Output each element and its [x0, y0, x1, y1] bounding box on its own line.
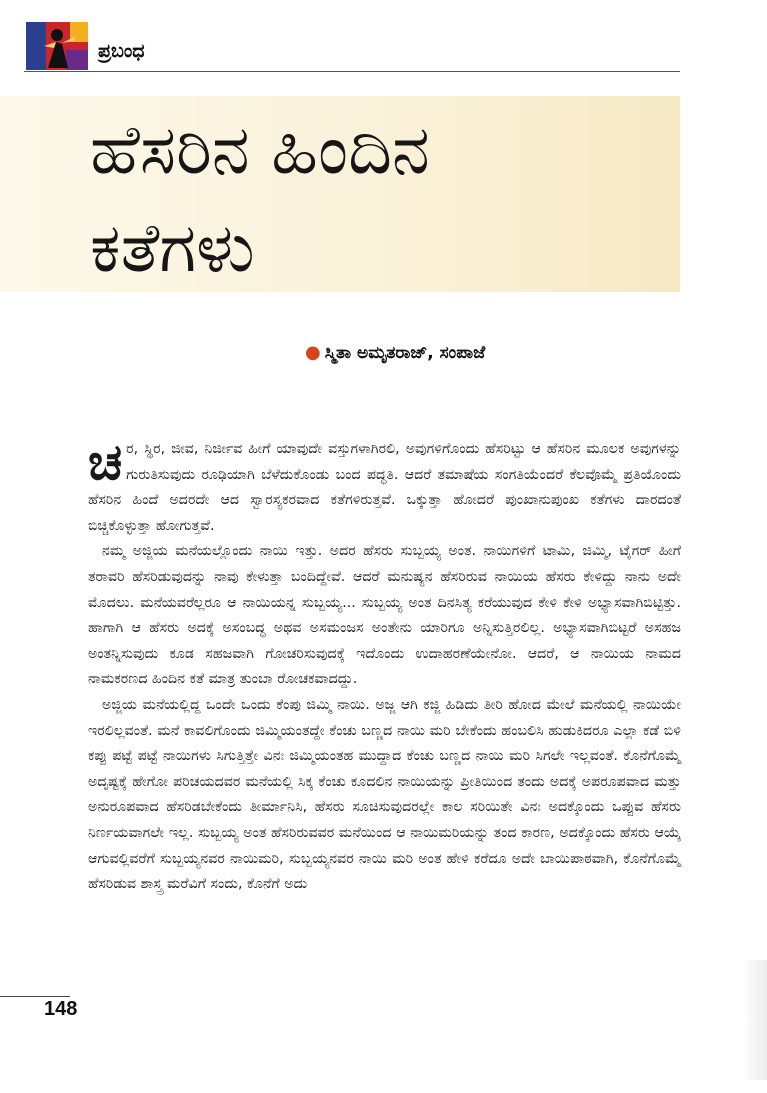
- paragraph-3: ಅಜ್ಜಿಯ ಮನೆಯಲ್ಲಿದ್ದ ಒಂದೇ ಒಂದು ಕೆಂಪು ಜಿಮ್ಮಿ ನಾಯಿ. ಅಜ್ಜ ಆಗಿ ಕಜ್ಜಿ ಹಿಡಿದು ತೀರಿ ಹೋದ ಮೇಲೆ ಮನೆಯಲ್ಲಿ ನಾಯಿಯೇ ಇರಲಿಲ್ಲವಂತೆ. ಮನೆ ಕಾವಲಿಗೊಂದು ಜಿಮ್ಮಿಯಂತದ್ದೇ ಕೆಂಚು ಬಣ್ಣದ ನಾಯಿ ಮರಿ ಬೇಕೆಂದು ಹಂಬಲಿಸಿ ಹುಡುಕಿದರೂ ಎಲ್ಲಾ ಕಡೆ ಬಿಳಿ ಕಪ್ಪು ಪಟ್ಟೆ ಪಟ್ಟೆ ನಾಯಿಗಳು ಸಿಗುತ್ತಿತ್ತೇ ವಿನಃ ಜಿಮ್ಮಿಯಂತಹ ಮುದ್ದಾದ ಕೆಂಚು ಬಣ್ಣದ ನಾಯಿ ಮರಿ ಸಿಗಲೇ ಇಲ್ಲವಂತೆ. ಕೊನೆಗೊಮ್ಮೆ ಅದೃಷ್ಟಕ್ಕೆ ಹೇಗೋ ಪರಿಚಯದವರ ಮನೆಯಲ್ಲಿ ಸಿಕ್ಕ ಕೆಂಚು ಕೂದಲಿನ ನಾಯಿಯನ್ನು ಪ್ರೀತಿಯಿಂದ ತಂದು ಅದಕ್ಕೆ ಅಪರೂಪವಾದ ಮತ್ತು ಅನುರೂಪವಾದ ಹೆಸರಿಡಬೇಕೆಂದು ತೀರ್ಮಾನಿಸಿ, ಹೆಸರು ಸೂಚಿಸುವುದರಲ್ಲೇ ಕಾಲ ಸರಿಯಿತೇ ವಿನಃ ಅದಕ್ಕೊಂದು ಒಪ್ಪುವ ಹೆಸರು ನಿರ್ಣಯವಾಗಲೇ ಇಲ್ಲ. ಸುಬ್ಬಯ್ಯ ಅಂತ ಹೆಸರಿರುವವರ ಮನೆಯಿಂದ ಆ ನಾಯಿಮರಿಯನ್ನು ತಂದ ಕಾರಣ, ಅದಕ್ಕೊಂದು ಹೆಸರು ಆಯ್ಕೆ ಆಗುವಲ್ಲಿವರೆಗೆ ಸುಬ್ಬಯ್ಯನವರ ನಾಯಿಮರಿ, ಸುಬ್ಬಯ್ಯನವರ ನಾಯಿ ಮರಿ ಅಂತ ಹೇಳಿ ಕರೆದೂ ಅದೇ ಬಾಯಿಪಾಠವಾಗಿ, ಕೊನೆಗೊಮ್ಮೆ ಹೆಸರಿಡುವ ಶಾಸ್ತ್ರ ಮರೆವಿಗೆ ಸಂದು, ಕೊನೆಗೆ ಅದು: [88, 696, 681, 893]
- page-number: 148: [44, 998, 78, 1020]
- footer-divider: [0, 996, 70, 997]
- article-body: [88, 433, 681, 898]
- paragraph-1: [88, 433, 681, 539]
- section-label: ಪ್ರಬಂಧ: [98, 40, 145, 62]
- dancer-artwork-icon: [26, 22, 88, 70]
- header-divider: [24, 71, 680, 72]
- author-name: ಸ್ಮಿತಾ ಅಮೃತರಾಜ್, ಸಂಪಾಜೆ: [324, 343, 486, 363]
- article-title: [90, 102, 680, 298]
- page-edge-shadow: [742, 960, 767, 1080]
- drop-cap: ಚ: [88, 433, 123, 491]
- author-byline: [305, 342, 485, 363]
- title-line-2: ಕತೆಗಳು: [90, 209, 255, 288]
- paragraph-2: ನಮ್ಮ ಅಜ್ಜಿಯ ಮನೆಯಲ್ಲೊಂದು ನಾಯಿ ಇತ್ತು. ಅದರ ಹೆಸರು ಸುಬ್ಬಯ್ಯ ಅಂತ. ನಾಯಿಗಳಿಗೆ ಟಾಮಿ, ಜಿಮ್ಮಿ, ಟೈಗರ್ ಹೀಗೆ ತರಾವರಿ ಹೆಸರಿಡುವುದನ್ನು ನಾವು ಕೇಳುತ್ತಾ ಬಂದಿದ್ದೇವೆ. ಆದರೆ ಮನುಷ್ಯನ ಹೆಸರಿರುವ ನಾಯಿಯ ಹೆಸರು ಕೇಳಿದ್ದು ನಾನು ಅದೇ ಮೊದಲು. ಮನೆಯವರೆಲ್ಲರೂ ಆ ನಾಯಿಯನ್ನ ಸುಬ್ಬಯ್ಯ... ಸುಬ್ಬಯ್ಯ ಅಂತ ದಿನಸಿತ್ಯ ಕರೆಯುವುದ ಕೇಳಿ ಕೇಳಿ ಅಭ್ಯಾಸವಾಗಿಬಿಟ್ಟಿತ್ತು. ಹಾಗಾಗಿ ಆ ಹೆಸರು ಅದಕ್ಕೆ ಅಸಂಬದ್ಧ ಅಥವ ಅಸಮಂಜಸ ಅಂತೇನು ಯಾರಿಗೂ ಅನ್ನಿಸುತ್ತಿರಲಿಲ್ಲ. ಅಭ್ಯಾಸವಾಗಿಬಿಟ್ಟರೆ ಅಸಹಜ ಅಂತನ್ನಿಸುವುದು ಕೂಡ ಸಹಜವಾಗಿ ಗೋಚರಿಸುವುದಕ್ಕೆ ಇದೊಂದು ಉದಾಹರಣೆಯೇನೋ. ಆದರೆ, ಆ ನಾಯಿಯ ನಾಮದ ನಾಮಕರಣದ ಹಿಂದಿನ ಕತೆ ಮಾತ್ರ ತುಂಬಾ ರೋಚಕವಾದದ್ದು.: [88, 543, 681, 688]
- title-line-1: ಹೆಸರಿನ ಹಿಂದಿನ: [90, 111, 430, 190]
- paragraph-1-text: ರ, ಸ್ಥಿರ, ಜೀವ, ನಿರ್ಜೀವ ಹೀಗೆ ಯಾವುದೇ ವಸ್ತುಗಳಾಗಿರಲಿ, ಅವುಗಳಿಗೊಂದು ಹೆಸರಿಟ್ಟು ಆ ಹೆಸರಿನ ಮೂಲಕ ಅವುಗಳನ್ನು ಗುರುತಿಸುವುದು ರೂಢಿಯಾಗಿ ಬೆಳೆದುಕೊಂಡು ಬಂದ ಪದ್ಧತಿ. ಆದರೆ ತಮಾಷೆಯ ಸಂಗತಿಯೆಂದರೆ ಕೆಲವೊಮ್ಮೆ ಪ್ರತಿಯೊಂದು ಹೆಸರಿನ ಹಿಂದೆ ಅದರದೇ ಆದ ಸ್ವಾರಸ್ಯಕರವಾದ ಕತೆಗಳಿರುತ್ತವೆ. ಒಕ್ಕುತ್ತಾ ಹೋದರೆ ಪುಂಖಾನುಪುಂಖ ಕತೆಗಳು ದಾರದಂತೆ ಬಿಚ್ಚಿಕೊಳ್ಳುತ್ತಾ ಹೋಗುತ್ತವೆ.: [88, 441, 681, 534]
- bullet-dot-icon: ●: [305, 342, 321, 363]
